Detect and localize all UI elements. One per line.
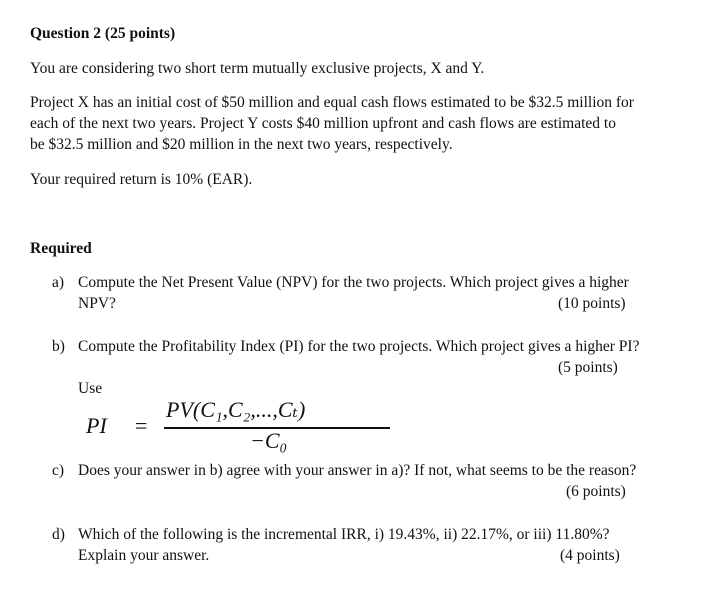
pi-formula: [80, 395, 410, 457]
question-title: Question 2 (25 points): [30, 25, 176, 42]
formula-numerator: PV(C₁,C₂,...,Cₜ): [166, 397, 306, 422]
points-d: (4 points): [560, 547, 620, 564]
question-item-b: [52, 338, 672, 360]
intro-text: You are considering two short term mutually exclusive projects, X and Y.: [30, 60, 485, 77]
use-label: Use: [78, 380, 103, 397]
required-heading: Required: [30, 240, 92, 257]
required-return-text: Your required return is 10% (EAR).: [30, 171, 253, 188]
points-c: (6 points): [566, 483, 626, 500]
points-b: (5 points): [558, 359, 618, 376]
item-text-line-2: NPV?: [78, 295, 116, 312]
item-text-line-1: Which of the following is the incremental IRR, i) 19.43%, ii) 22.17%, or iii) 11.80%?: [78, 526, 610, 543]
item-label: b): [52, 338, 65, 355]
item-text-line-1: Does your answer in b) agree with your answer in a)? If not, what seems to be the reason?: [78, 462, 637, 479]
project-desc-line-2: each of the next two years. Project Y costs $40 million upfront and cash flows are estimated to: [30, 115, 616, 132]
item-label: c): [52, 462, 65, 479]
item-text-line-1: Compute the Net Present Value (NPV) for the two projects. Which project gives a higher: [78, 274, 629, 291]
item-text-line-2: Explain your answer.: [78, 547, 210, 564]
item-text-line-1: Compute the Profitability Index (PI) for the two projects. Which project gives a higher PI?: [78, 338, 640, 355]
project-desc-line-3: be $32.5 million and $20 million in the next two years, respectively.: [30, 136, 453, 153]
formula-lhs: PI: [86, 413, 107, 438]
formula-denominator: −C₀: [250, 428, 288, 453]
points-a: (10 points): [558, 295, 626, 312]
question-item-c: [52, 462, 672, 484]
item-label: a): [52, 274, 65, 291]
project-desc-line-1: Project X has an initial cost of $50 million and equal cash flows estimated to be $32.5 million for: [30, 94, 634, 111]
item-label: d): [52, 526, 65, 543]
formula-equals: =: [135, 413, 148, 438]
